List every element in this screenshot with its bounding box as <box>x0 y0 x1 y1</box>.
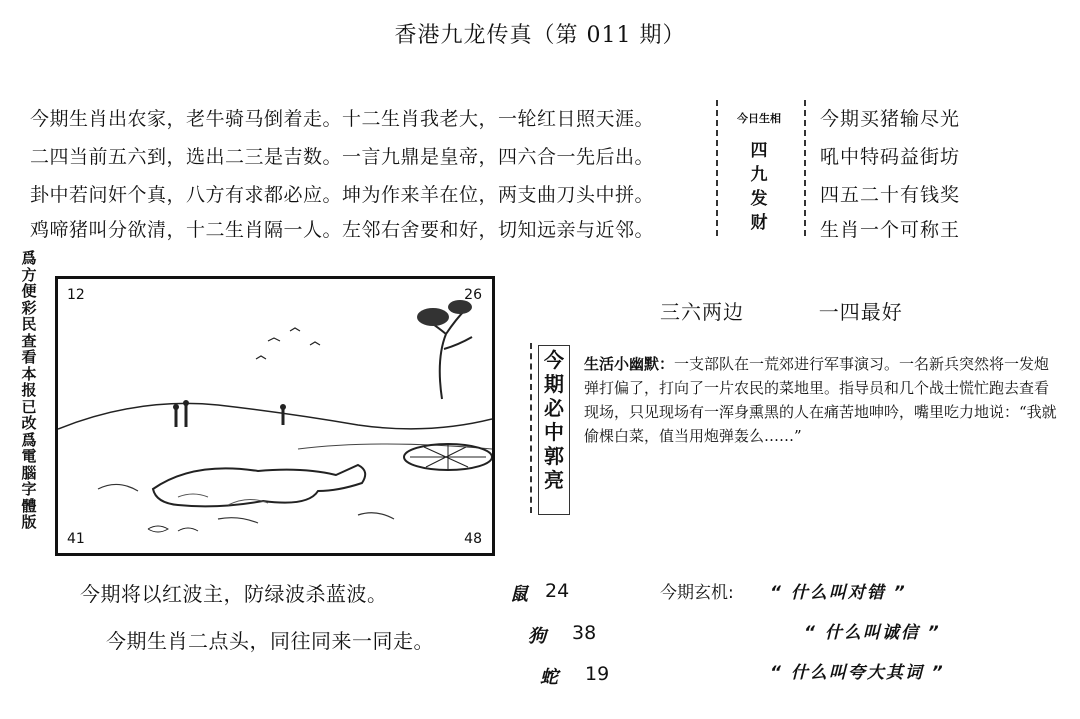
slogan-left: 三六两边 <box>660 300 744 324</box>
badge-char: 发 <box>750 189 768 209</box>
dog-landscape-illustration <box>58 279 492 553</box>
poem-line: 今期生肖出农家，老牛骑马倒着走。十二生肖我老大，一轮红日照天涯。 <box>30 108 655 130</box>
zodiac-animal: 鼠 <box>510 584 528 605</box>
corner-number-top-left: 12 <box>67 287 85 303</box>
badge-char: 财 <box>750 213 768 233</box>
mystery-line: “ 什么叫诚信 ” <box>804 623 941 643</box>
zodiac-number: 19 <box>585 663 610 685</box>
mystery-line: “ 什么叫夸大其词 ” <box>770 663 945 683</box>
page-title: 香港九龙传真（第 011 期） <box>394 23 686 48</box>
joke-paragraph <box>584 352 1062 448</box>
zodiac-number: 38 <box>572 622 597 644</box>
divider <box>530 343 532 513</box>
joke-title: 生活小幽默： <box>584 355 675 373</box>
corner-number-bottom-left: 41 <box>67 531 85 547</box>
zodiac-number: 24 <box>545 580 570 602</box>
right-poem-line: 今期买猪输尽光 <box>820 108 961 130</box>
zodiac-animal: 蛇 <box>540 667 558 688</box>
right-poem-line: 生肖一个可称王 <box>820 219 961 241</box>
bottom-line: 今期生肖二点头，同往同来一同走。 <box>106 629 434 653</box>
bottom-line: 今期将以红波主，防绿波杀蓝波。 <box>80 582 388 606</box>
corner-number-top-right: 26 <box>464 287 482 303</box>
zodiac-animal: 狗 <box>528 626 546 647</box>
badge-label: 今日生相 <box>737 112 781 125</box>
poem-line: 鸡啼猪叫分欲清，十二生肖隔一人。左邻右舍要和好，切知远亲与近邻。 <box>30 219 655 241</box>
joke-body: 一支部队在一荒郊进行军事演习。一名新兵突然将一发炮弹打偏了，打向了一片农民的菜地里。指导员和几个战士慌忙跑去查看现场，只见现场有一浑身熏黑的人在痛苦地呻吟，嘴里吃力地说：“我就偷棵白菜，值当用炮弹轰么……” <box>584 355 1057 445</box>
poem-line: 二四当前五六到，选出二三是吉数。一言九鼎是皇帝，四六合一先后出。 <box>30 146 655 168</box>
mystery-label: 今期玄机: <box>660 583 734 603</box>
illustration-frame <box>55 276 495 556</box>
right-poem-line: 四五二十有钱奖 <box>820 184 961 206</box>
corner-number-bottom-right: 48 <box>464 531 482 547</box>
badge-char: 九 <box>750 165 768 185</box>
poem-line: 卦中若问奸个真，八方有求都必应。坤为作来羊在位，两支曲刀头中拼。 <box>30 184 655 206</box>
must-win-box: 今期必中郭亮 <box>538 345 570 515</box>
badge-char: 四 <box>750 141 768 161</box>
slogan <box>660 296 903 325</box>
slogan-right: 一四最好 <box>818 300 903 324</box>
right-poem-line: 吼中特码益街坊 <box>820 146 961 168</box>
mystery-line: “ 什么叫对错 ” <box>770 583 907 603</box>
side-note: 爲方便彩民查看本报已改爲電腦字體版 <box>21 249 37 531</box>
